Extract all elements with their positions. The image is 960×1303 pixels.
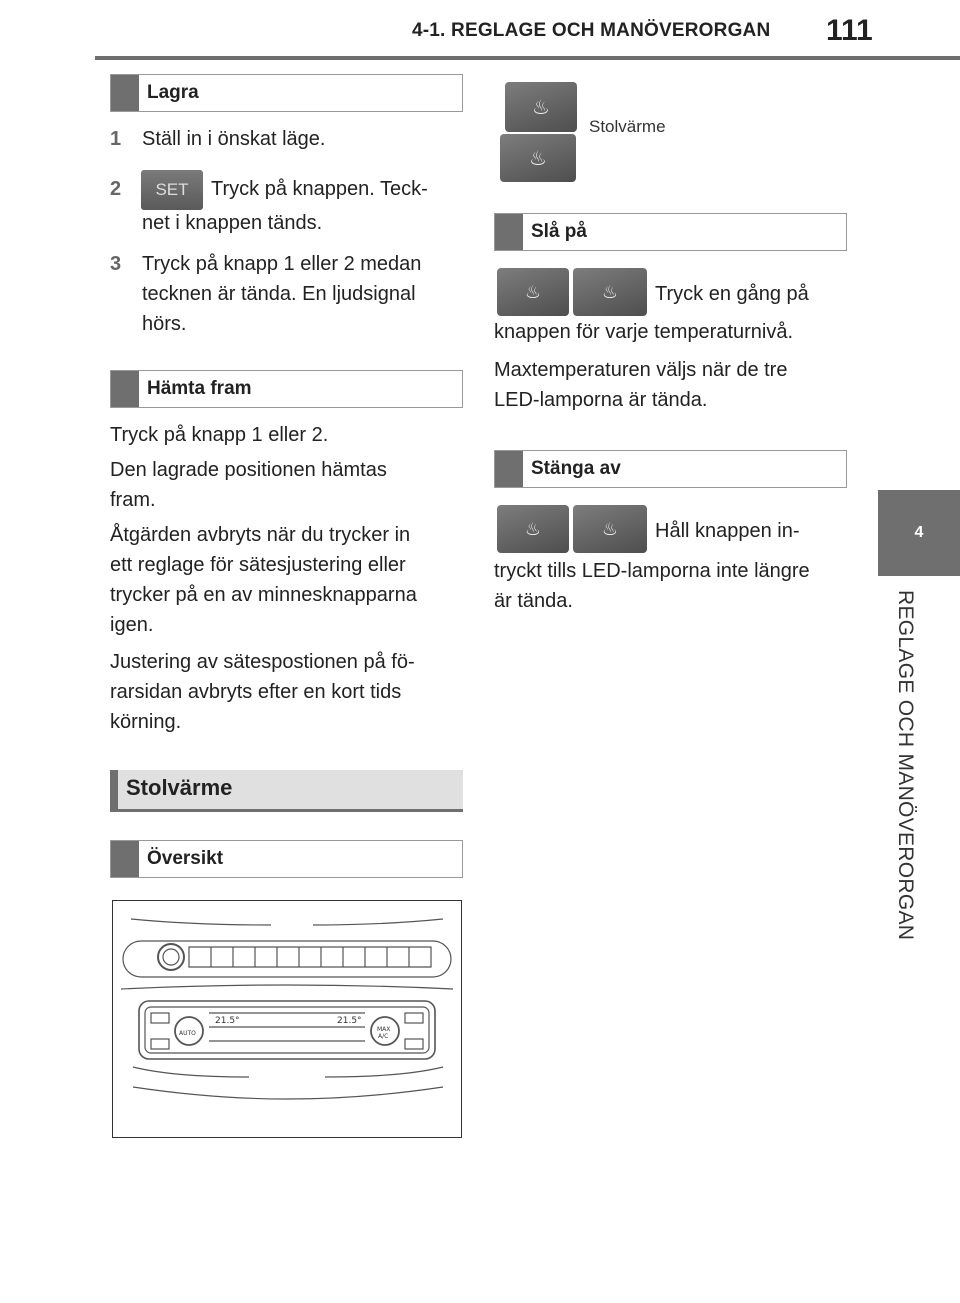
- body-line: Tryck på knapp 1 eller 2.: [110, 424, 329, 446]
- climate-panel-illustration: [112, 900, 462, 1138]
- seat-heat-button-pair-left: [497, 268, 569, 316]
- seat-heat-button-pair-right: [573, 268, 647, 316]
- section-heading-sla-pa: [494, 213, 847, 251]
- seat-heat-button-lower: [500, 134, 576, 182]
- sla-pa-inline-text: Tryck en gång på: [655, 283, 809, 305]
- heading-label: Hämta fram: [147, 378, 252, 399]
- step-number: 1: [110, 128, 122, 150]
- step-1: [110, 124, 460, 154]
- climate-panel-drawing: [113, 901, 461, 1137]
- heading-label: Stänga av: [531, 458, 621, 479]
- heading-label: Slå på: [531, 221, 587, 242]
- max-label: MAX: [377, 1026, 391, 1033]
- seat-heat-callout: Stolvärme: [589, 117, 666, 136]
- temp-left-label: 21.5°: [215, 1016, 240, 1026]
- body-line: Justering av sätespostionen på fö-: [110, 651, 415, 673]
- step-text: Ställ in i önskat läge.: [142, 128, 326, 150]
- section-heading-lagra: [110, 74, 463, 112]
- body-line: körning.: [110, 711, 182, 733]
- seat-heat-button-pair-left: [497, 505, 569, 553]
- heading-bar: [111, 75, 139, 111]
- heading-label: Stolvärme: [126, 775, 233, 800]
- chapter-title-vertical: REGLAGE OCH MANÖVERORGAN: [894, 590, 917, 941]
- step-2-text-line2: net i knappen tänds.: [142, 212, 323, 234]
- seat-heat-icon: ♨: [532, 96, 550, 119]
- heading-bar: [111, 841, 139, 877]
- step-2-number-wrap: [110, 174, 140, 204]
- body-line: Maxtemperaturen väljs när de tre: [494, 359, 788, 381]
- section-heading-hamta-fram: [110, 370, 463, 408]
- body-line: Åtgärden avbryts när du trycker in: [110, 524, 411, 546]
- set-button-icon: SET: [141, 170, 203, 210]
- temp-right-label: 21.5°: [337, 1016, 362, 1026]
- body-line: tryckt tills LED-lamporna inte längre: [494, 560, 810, 582]
- ac-label: A/C: [378, 1033, 389, 1040]
- seat-heat-icon: ♨: [529, 147, 547, 170]
- heading-bar: [110, 770, 118, 809]
- step-text-line3: hörs.: [142, 313, 187, 335]
- body-line: Den lagrade positionen hämtas: [110, 459, 387, 481]
- body-line: trycker på en av minnesknapparna: [110, 584, 417, 606]
- seat-heat-icon: ♨: [524, 518, 542, 539]
- body-line: är tända.: [494, 590, 573, 612]
- body-line: ett reglage för sätesjustering eller: [110, 554, 406, 576]
- seat-heat-button-upper: [505, 82, 577, 132]
- seat-heat-icon: ♨: [601, 281, 619, 302]
- body-line: fram.: [110, 489, 156, 511]
- heading-label: Lagra: [147, 82, 199, 103]
- heading-bar: [495, 214, 523, 250]
- seat-heat-icon: ♨: [524, 281, 542, 302]
- step-3: [110, 249, 460, 339]
- page-number: 111: [826, 14, 873, 47]
- body-line: rarsidan avbryts efter en kort tids: [110, 681, 402, 703]
- section-heading-stanga-av: [494, 450, 847, 488]
- heading-label: Översikt: [147, 848, 224, 869]
- body-line: igen.: [110, 614, 154, 636]
- step-text-line2: tecknen är tända. En ljudsignal: [142, 283, 416, 305]
- step-number: 3: [110, 253, 122, 275]
- heading-bar: [495, 451, 523, 487]
- chapter-number: 4: [914, 524, 924, 541]
- header-rule: [95, 56, 960, 60]
- seat-heat-icon: ♨: [601, 518, 619, 539]
- step-2-text-line1: Tryck på knappen. Teck-: [211, 178, 428, 200]
- chapter-tab: [878, 490, 960, 576]
- main-heading-stolvarme: [110, 770, 463, 812]
- stanga-inline-text: Håll knappen in-: [655, 520, 800, 542]
- step-text-line1: Tryck på knapp 1 eller 2 medan: [142, 253, 422, 275]
- auto-label: AUTO: [179, 1030, 196, 1037]
- heading-bar: [111, 371, 139, 407]
- body-line: knappen för varje temperaturnivå.: [494, 321, 794, 343]
- seat-heat-button-pair-right: [573, 505, 647, 553]
- step-number: 2: [110, 178, 122, 200]
- running-header: 4-1. REGLAGE OCH MANÖVERORGAN: [412, 20, 771, 41]
- section-heading-oversikt: [110, 840, 463, 878]
- body-line: LED-lamporna är tända.: [494, 389, 708, 411]
